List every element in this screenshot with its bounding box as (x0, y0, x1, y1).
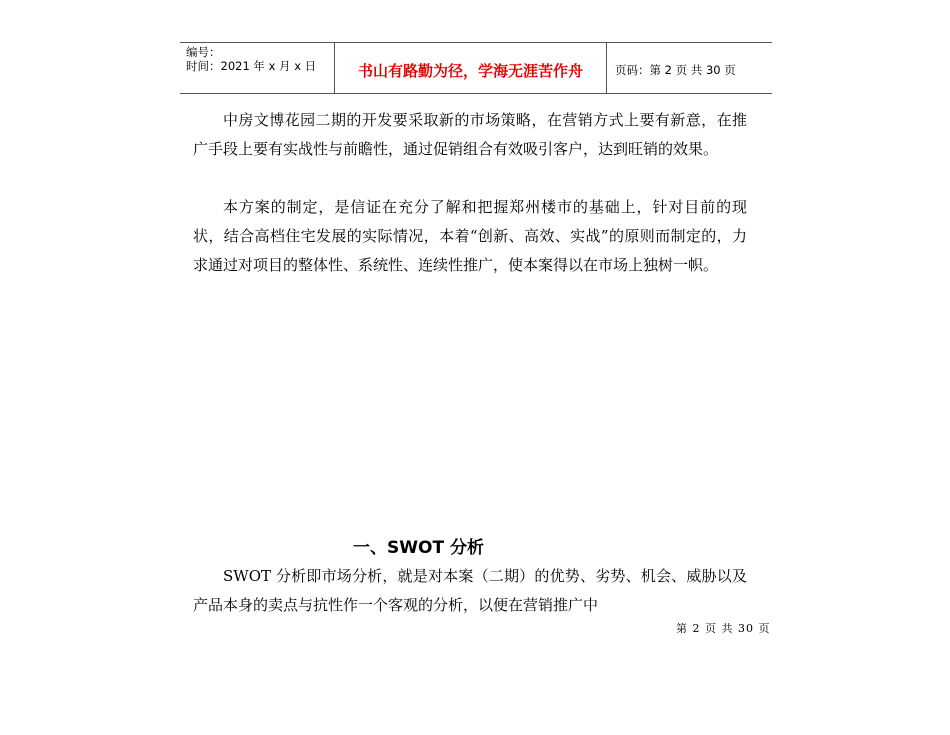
page-header (180, 42, 772, 94)
section-paragraph: SWOT 分析即市场分析，就是对本案（二期）的优势、劣势、机会、威胁以及产品本身的卖点与抗性作一个客观的分析，以便在营销推广中 (193, 567, 747, 614)
header-motto-cell (335, 43, 607, 93)
header-page-info: 页码：第 2 页 共 30 页 (615, 63, 736, 77)
header-page-cell (607, 43, 772, 93)
document-number-label: 编号： (186, 45, 221, 59)
body-paragraph-2: 本方案的制定，是信证在充分了解和把握郑州楼市的基础上，针对目前的现状，结合高档住宅发展的实际情况，本着“创新、高效、实战”的原则而制定的，力求通过对项目的整体性、系统性、连续性推广，使本案得以在市场上独树一帜。 (193, 198, 747, 274)
document-date-label: 时间：2021 年 x 月 x 日 (186, 59, 317, 73)
body-paragraph-1: 中房文博花园二期的开发要采取新的市场策略，在营销方式上要有新意，在推广手段上要有实战性与前瞻性，通过促销组合有效吸引客户，达到旺销的效果。 (193, 111, 747, 158)
section-heading: 一、SWOT 分析 (353, 538, 484, 558)
header-motto: 书山有路勤为径，学海无涯苦作舟 (357, 62, 583, 80)
page-footer-number: 第 2 页 共 30 页 (676, 622, 771, 635)
header-meta-cell (180, 43, 335, 93)
